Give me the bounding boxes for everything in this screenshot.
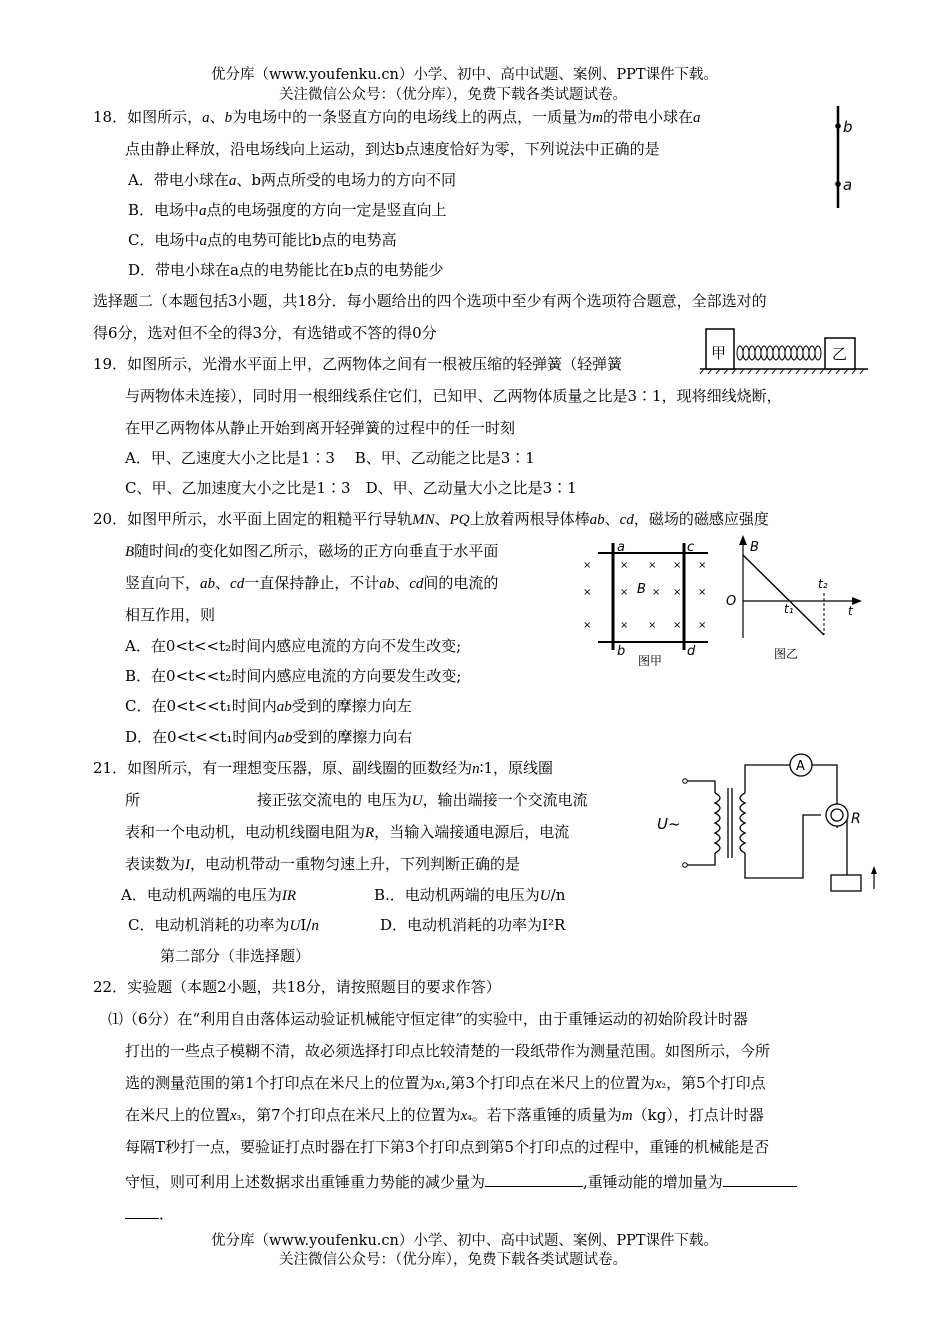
svg-text:×: × — [673, 620, 682, 631]
q21-stem-line-2a: 所 — [125, 791, 141, 809]
svg-text:×: × — [698, 560, 707, 571]
q19-options-cd: C、甲、乙加速度大小之比是1∶3 D、甲、乙动量大小之比是3∶1 — [125, 479, 577, 497]
q18-stem-line-2: 点由静止释放，沿电场线向上运动，到达b点速度恰好为零，下列说法中正确的是 — [125, 140, 660, 158]
q18-option-b: B．电场中a点的电场强度的方向一定是竖直向上 — [128, 201, 447, 219]
primary-wire-bottom — [687, 853, 715, 865]
point-a-dot — [835, 181, 841, 187]
q20-stem-line-1: 20．如图甲所示，水平面上固定的粗糙平行导轨MN、PQ上放着两根导体棒ab、cd，磁场的磁感应强度 — [93, 510, 769, 528]
svg-text:×: × — [652, 587, 661, 598]
q21-option-c: C．电动机消耗的功率为UI/n — [128, 916, 319, 934]
q21-transformer-figure — [655, 753, 890, 898]
q20-figure-jia — [578, 538, 718, 668]
q21-stem-line-4: 表读数为I，电动机带动一重物匀速上升，下列判断正确的是 — [125, 855, 521, 873]
label-B: B — [637, 582, 646, 597]
q18-field-line-figure — [825, 104, 865, 214]
q21-number: 21． — [93, 759, 128, 777]
label-yi: 乙 — [832, 345, 848, 363]
svg-text:×: × — [583, 587, 592, 598]
q20-option-d: D．在0<t<<t₁时间内ab受到的摩擦力向右 — [125, 728, 413, 746]
label-O: O — [726, 594, 737, 609]
q18-option-d: D．带电小球在a点的电势能比在b点的电势能少 — [128, 261, 444, 279]
q20-number: 20． — [93, 510, 128, 528]
q18-option-a: A．带电小球在a、b两点所受的电场力的方向不同 — [128, 171, 456, 189]
q18-stem-line-1: 18．如图所示，a、b为电场中的一条竖直方向的电场线上的两点，一质量为m的带电小球在a — [93, 108, 701, 126]
q22-para-line-7: ． — [125, 1204, 174, 1222]
answer-blank-kinetic-energy-cont[interactable] — [125, 1204, 159, 1219]
q22-para-line-3: 选的测量范围的第1个打印点在米尺上的位置为x₁,第3个打印点在米尺上的位置为x₂，第5个打印点 — [125, 1074, 766, 1092]
q22-para-line-4: 在米尺上的位置x₃，第7个打印点在米尺上的位置为x₄。若下落重锤的质量为m（kg），打点计时器 — [125, 1106, 764, 1124]
input-terminal-top — [683, 779, 688, 784]
input-terminal-bottom — [683, 863, 688, 868]
svg-text:×: × — [583, 560, 592, 571]
label-t1: t₁ — [784, 602, 794, 616]
label-t: t — [848, 604, 853, 618]
label-b: b — [843, 118, 853, 136]
svg-text:×: × — [648, 620, 657, 631]
label-a: a — [843, 176, 853, 194]
q20-option-c: C．在0<t<<t₁时间内ab受到的摩擦力向左 — [125, 697, 412, 715]
motor-label-R: R — [851, 811, 861, 827]
q21-option-b: B.．电动机两端的电压为U/n — [374, 886, 566, 904]
part2-title: 第二部分（非选择题） — [160, 947, 311, 965]
q20-option-a: A．在0<t<<t₂时间内感应电流的方向不发生改变; — [125, 637, 462, 655]
label-b: b — [617, 644, 626, 659]
axis-B-arrow — [739, 535, 747, 545]
header-line-1: 优分库（www.youfenku.cn）小学、初中、高中试题、案例、PPT课件下载。 — [211, 67, 719, 83]
motor-inner — [831, 809, 843, 821]
caption-yi: 图乙 — [774, 647, 799, 661]
footer-line-2: 关注微信公众号：（优分库），免费下载各类试题试卷。 — [279, 1252, 627, 1268]
axis-t-arrow — [852, 597, 862, 605]
svg-text:×: × — [698, 587, 707, 598]
secondary-wire-top-left — [745, 765, 790, 793]
q18-number: 18． — [93, 108, 128, 126]
q22-number: 22． — [93, 978, 128, 996]
q21-stem-line-3: 表和一个电动机，电动机线圈电阻为R，当输入端接通电源后，电流 — [125, 823, 570, 841]
q22-para-line-6: 守恒，则可利用上述数据求出重锤重力势能的减少量为 ,重锤动能的增加量为 — [125, 1172, 797, 1190]
B-line — [743, 555, 824, 635]
answer-blank-kinetic-energy[interactable] — [723, 1172, 797, 1187]
primary-wire-top — [687, 781, 715, 793]
answer-blank-potential-energy[interactable] — [485, 1172, 583, 1187]
q19-stem-line-2: 与两物体未连接），同时用一根细线系住它们，已知甲、乙两物体质量之比是3∶1，现将细线烧断， — [125, 387, 782, 405]
q20-stem-line-3: 竖直向下，ab、cd一直保持静止，不计ab、cd间的电流的 — [125, 574, 499, 592]
input-voltage-label: U~ — [657, 815, 681, 833]
svg-text:×: × — [583, 620, 592, 631]
caption-jia: 图甲 — [638, 654, 663, 668]
q20-stem-line-4: 相互作用，则 — [125, 606, 216, 624]
svg-text:×: × — [648, 560, 657, 571]
secondary-coil — [740, 793, 745, 853]
label-jia: 甲 — [711, 344, 727, 362]
q21-stem-line-1: 21．如图所示，有一理想变压器，原、副线圈的匝数经为n∶1，原线圈 — [93, 759, 554, 777]
q21-option-a: A．电动机两端的电压为IR — [121, 886, 297, 904]
q19-spring-figure — [700, 326, 870, 376]
q22-para-line-2: 打出的一些点子模糊不清，故必须选择打印点比较清楚的一段纸带作为测量范围。如图所示，今所 — [125, 1042, 771, 1060]
q22-para-line-1: ⑴（6分）在“利用自由落体运动验证机械能守恒定律”的实验中，由于重锤运动的初始阶段计时器 — [108, 1010, 748, 1028]
q21-stem-line-2b: 接正弦交流电的 电压为U，输出端接一个交流电流 — [257, 791, 588, 809]
q20-option-b: B．在0<t<<t₂时间内感应电流的方向要发生改变; — [125, 667, 462, 685]
q22-para-line-5: 每隔T秒打一点，要验证打点时器在打下第3个打印点到第5个打印点的过程中，重锤的机械能是否 — [125, 1138, 770, 1156]
label-c: c — [687, 540, 695, 555]
svg-text:×: × — [620, 587, 629, 598]
q19-stem-line-3: 在甲乙两物体从静止开始到离开轻弹簧的过程中的任一时刻 — [125, 419, 516, 437]
q21-option-d: D．电动机消耗的功率为I²R — [380, 916, 566, 934]
up-arrow-head — [871, 866, 877, 874]
label-t2: t₂ — [818, 577, 828, 591]
point-b-dot — [835, 123, 841, 129]
spring — [737, 346, 821, 360]
svg-text:×: × — [620, 620, 629, 631]
section2-line-2: 得6分，选对但不全的得3分，有选错或不答的得0分 — [93, 324, 437, 342]
q22-title: 22．实验题（本题2小题，共18分，请按照题目的要求作答） — [93, 978, 501, 996]
weight-block — [831, 875, 861, 891]
footer-line-1: 优分库（www.youfenku.cn）小学、初中、高中试题、案例、PPT课件下载。 — [211, 1233, 719, 1249]
q19-number: 19． — [93, 355, 128, 373]
q19-stem-line-1: 19．如图所示，光滑水平面上甲，乙两物体之间有一根被压缩的轻弹簧（轻弹簧 — [93, 355, 623, 373]
ammeter-label: A — [796, 759, 805, 774]
secondary-wire-bottom — [745, 815, 821, 878]
label-d: d — [687, 644, 696, 659]
label-a: a — [617, 540, 625, 555]
q19-options-ab: A．甲、乙速度大小之比是1∶3 B、甲、乙动能之比是3∶1 — [125, 449, 535, 467]
q20-figure-yi — [722, 533, 867, 668]
svg-text:×: × — [620, 560, 629, 571]
section2-line-1: 选择题二（本题包括3小题，共18分．每小题给出的四个选项中至少有两个选项符合题意，全部选对的 — [93, 292, 767, 310]
q18-option-c: C．电场中a点的电势可能比b点的电势高 — [128, 231, 397, 249]
secondary-wire-top-right — [812, 765, 837, 806]
header-line-2: 关注微信公众号：（优分库），免费下载各类试题试卷。 — [279, 87, 627, 103]
q20-stem-line-2: B随时间t的变化如图乙所示，磁场的正方向垂直于水平面 — [125, 542, 499, 560]
svg-text:×: × — [698, 620, 707, 631]
primary-coil — [715, 793, 720, 853]
svg-text:×: × — [673, 587, 682, 598]
label-B: B — [750, 540, 759, 555]
svg-text:×: × — [673, 560, 682, 571]
